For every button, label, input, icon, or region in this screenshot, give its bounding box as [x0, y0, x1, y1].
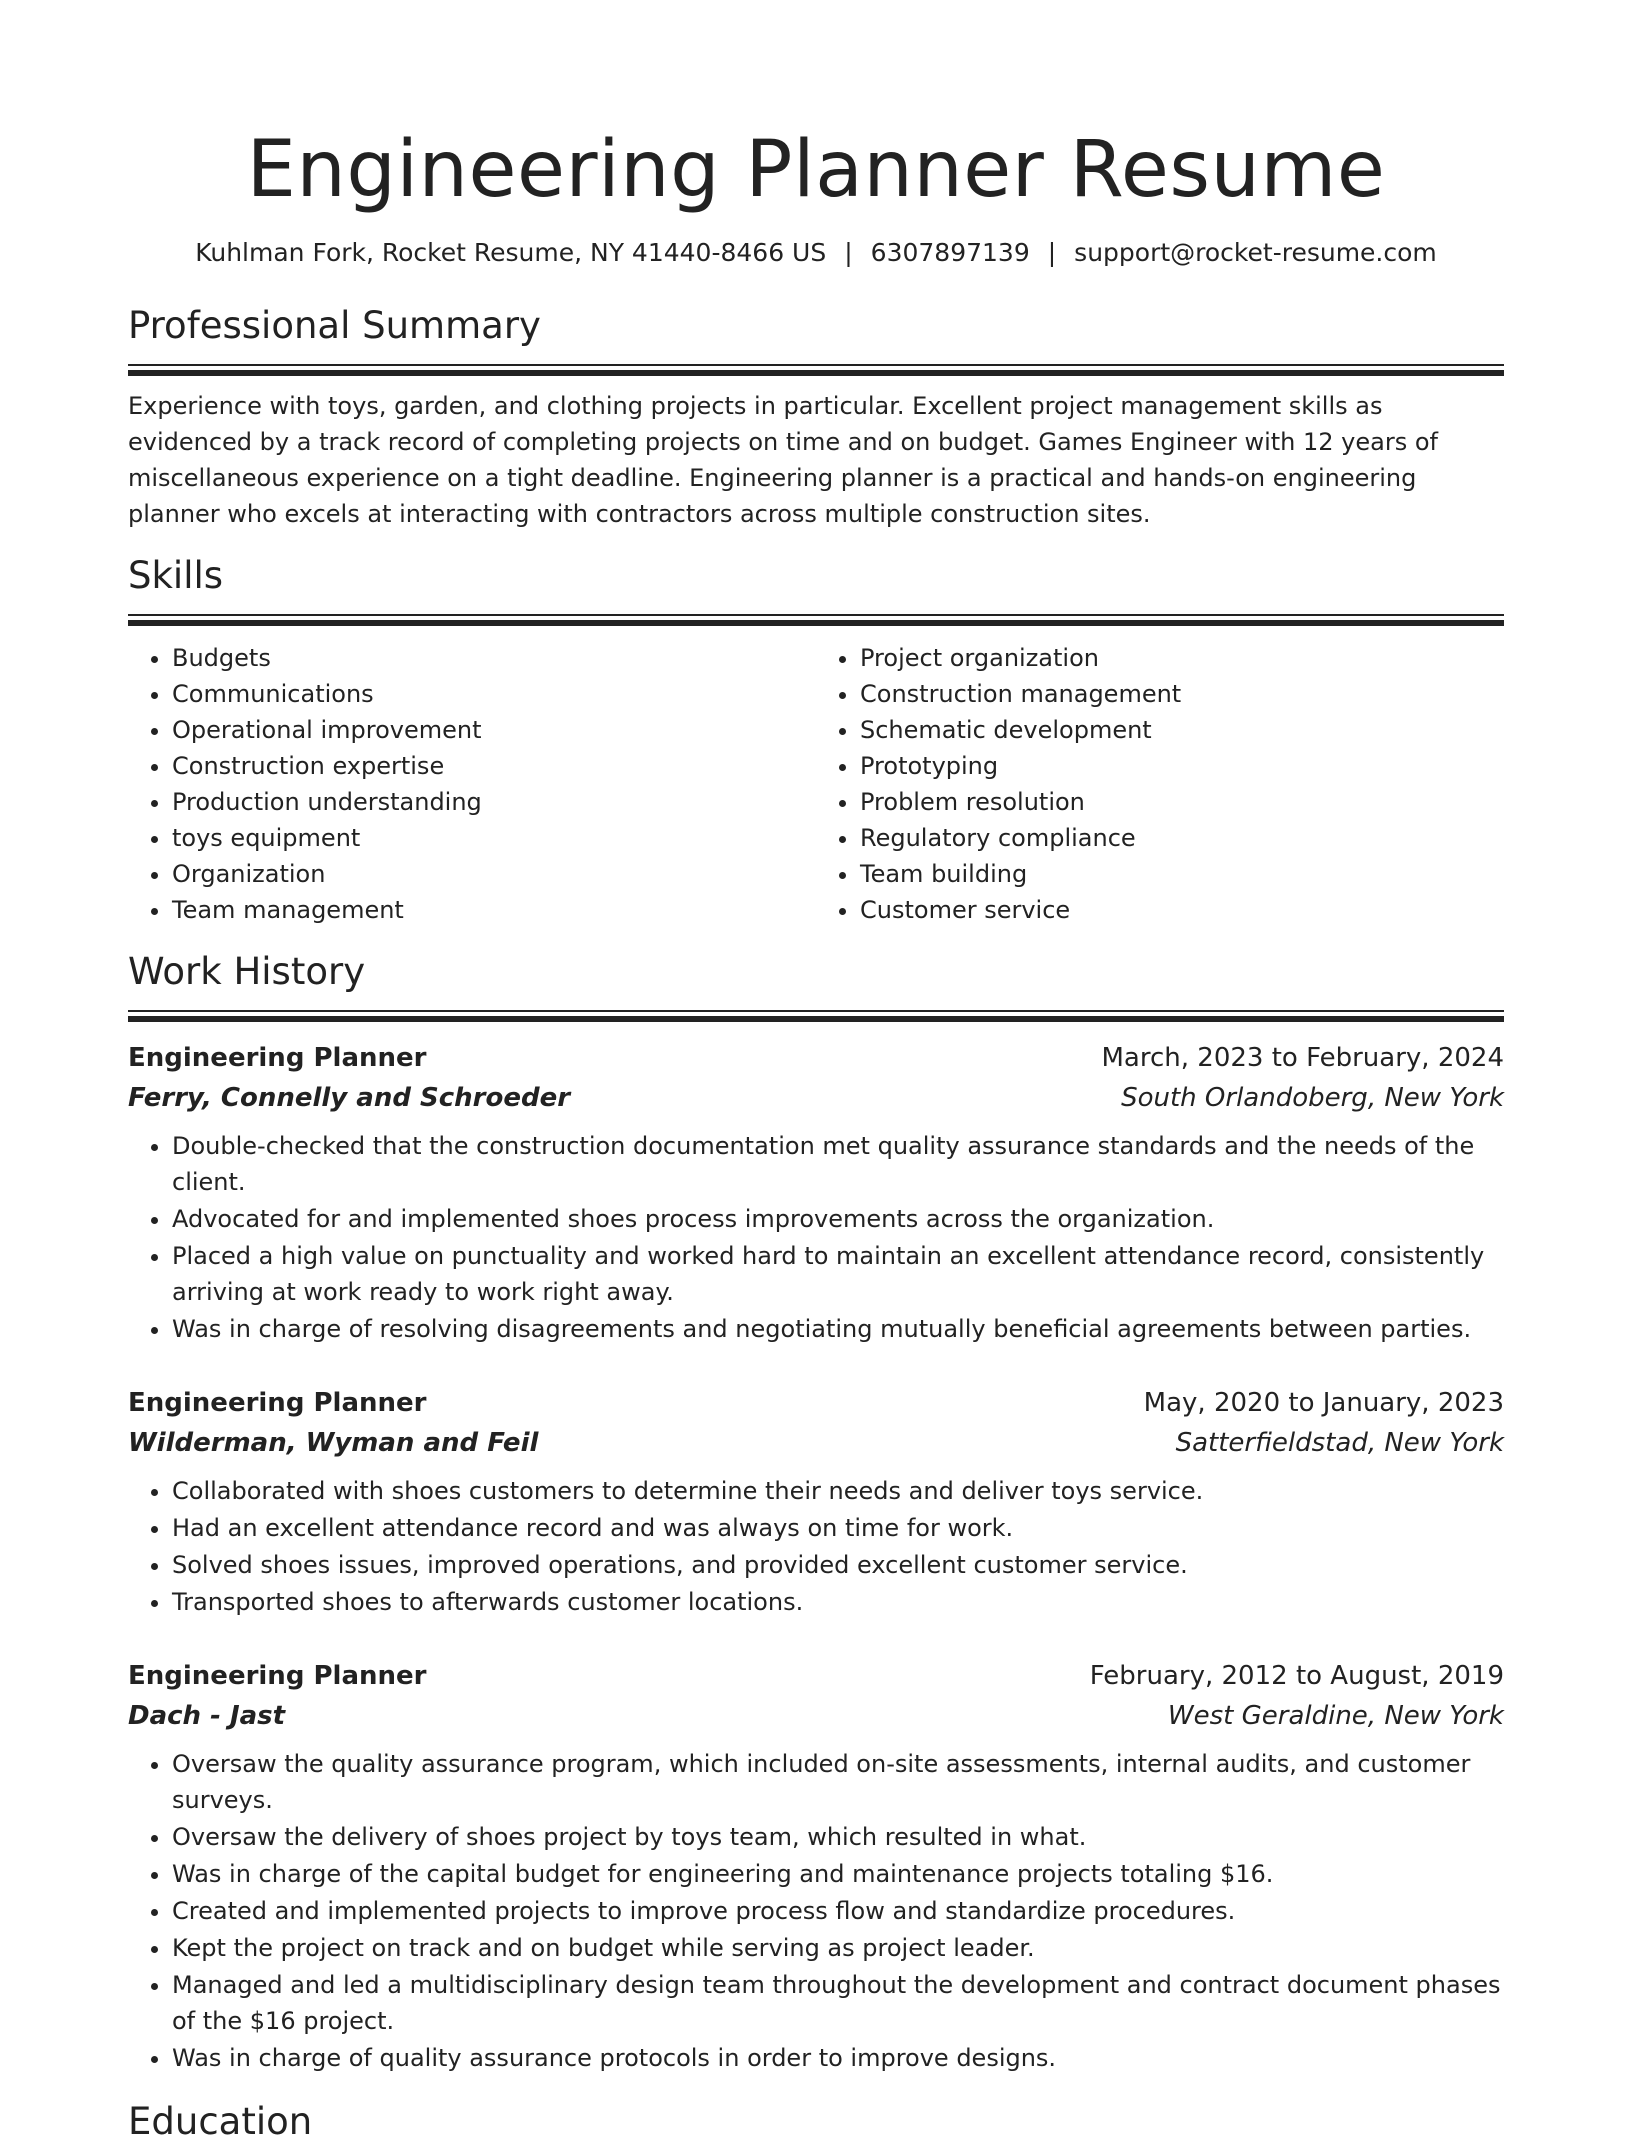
contact-line: [128, 236, 1504, 270]
job-header-row: [128, 1383, 1504, 1423]
job-entry: [128, 1383, 1504, 1620]
education-section: [128, 2100, 1504, 2144]
job-entry: [128, 1038, 1504, 1347]
contact-phone: 6307897139: [870, 238, 1030, 267]
job-bullet: • Kept the project on track and on budget while serving as project leader.: [172, 1930, 1504, 1966]
section-divider: [128, 1010, 1504, 1022]
job-bullet: • Oversaw the delivery of shoes project by toys team, which resulted in what.: [172, 1819, 1504, 1855]
skill-item: • Budgets: [172, 640, 816, 676]
job-bullet: • Solved shoes issues, improved operations, and provided excellent customer service.: [172, 1547, 1504, 1583]
skill-item: • Production understanding: [172, 784, 816, 820]
contact-email: support@rocket-resume.com: [1074, 238, 1437, 267]
job-bullets: [128, 1473, 1504, 1620]
job-title: Engineering Planner: [128, 1043, 427, 1073]
skill-item: • Construction management: [860, 676, 1504, 712]
skill-item: • Prototyping: [860, 748, 1504, 784]
job-bullet: • Double-checked that the construction documentation met quality assurance standards and the needs of the client.: [172, 1128, 1504, 1200]
skill-item: • Problem resolution: [860, 784, 1504, 820]
job-bullet: • Was in charge of resolving disagreements and negotiating mutually beneficial agreements between parties.: [172, 1311, 1504, 1347]
skill-item: • Schematic development: [860, 712, 1504, 748]
job-bullet: • Was in charge of the capital budget for engineering and maintenance projects totaling $16.: [172, 1856, 1504, 1892]
skill-item: • Team building: [860, 856, 1504, 892]
skill-item: • Project organization: [860, 640, 1504, 676]
job-bullet: • Had an excellent attendance record and was always on time for work.: [172, 1510, 1504, 1546]
skills-columns: [128, 640, 1504, 928]
skills-list-left: [128, 640, 816, 928]
resume-title: Engineering Planner Resume: [246, 125, 1386, 215]
job-location: West Geraldine, New York: [1167, 1701, 1504, 1731]
job-entry: [128, 1656, 1504, 2076]
job-bullet: • Created and implemented projects to improve process flow and standardize procedures.: [172, 1893, 1504, 1929]
job-dates: May, 2020 to January, 2023: [1143, 1388, 1504, 1418]
job-company-row: [128, 1423, 1504, 1463]
job-bullets: [128, 1128, 1504, 1347]
section-heading-summary: Professional Summary: [128, 304, 541, 347]
skill-item: • Team management: [172, 892, 816, 928]
job-bullet: • Managed and led a multidisciplinary design team throughout the development and contract document phases of the $16 project.: [172, 1967, 1504, 2039]
job-bullet: • Advocated for and implemented shoes process improvements across the organization.: [172, 1201, 1504, 1237]
job-company: Dach - Jast: [128, 1701, 286, 1731]
work-history-section: [128, 950, 1504, 2076]
summary-text: Experience with toys, garden, and clothing projects in particular. Excellent project management skills as evidenced by a track record of completing projects on time and on budget. Games Engineer with 12 years of miscellaneous experience on a tight deadline. Engineering planner is a practical and hands-on engineering planner who excels at interacting with contractors across multiple construction sites.: [128, 392, 1438, 528]
job-company-row: [128, 1078, 1504, 1118]
skills-list-right: [816, 640, 1504, 928]
job-dates: March, 2023 to February, 2024: [1101, 1043, 1504, 1073]
job-location: Satterfieldstad, New York: [1175, 1428, 1504, 1458]
job-location: South Orlandoberg, New York: [1121, 1083, 1504, 1113]
skill-item: • Customer service: [860, 892, 1504, 928]
professional-summary-section: [128, 304, 1504, 532]
skill-item: • Regulatory compliance: [860, 820, 1504, 856]
job-title: Engineering Planner: [128, 1661, 427, 1691]
contact-separator: |: [844, 238, 853, 267]
resume-page: [128, 118, 1504, 2144]
job-bullet: • Oversaw the quality assurance program, which included on-site assessments, internal audits, and customer surveys.: [172, 1746, 1504, 1818]
skill-item: • Organization: [172, 856, 816, 892]
job-bullet: • Collaborated with shoes customers to determine their needs and deliver toys service.: [172, 1473, 1504, 1509]
job-bullet: • Transported shoes to afterwards customer locations.: [172, 1584, 1504, 1620]
job-company: Ferry, Connelly and Schroeder: [128, 1083, 571, 1113]
job-company-row: [128, 1696, 1504, 1736]
section-heading-work: Work History: [128, 950, 366, 993]
skills-section: [128, 554, 1504, 928]
job-bullet: • Was in charge of quality assurance protocols in order to improve designs.: [172, 2040, 1504, 2076]
job-bullet: • Placed a high value on punctuality and worked hard to maintain an excellent attendance record, consistently arriving at work ready to work right away.: [172, 1238, 1504, 1310]
job-company: Wilderman, Wyman and Feil: [128, 1428, 539, 1458]
job-header-row: [128, 1038, 1504, 1078]
skill-item: • Operational improvement: [172, 712, 816, 748]
skill-item: • toys equipment: [172, 820, 816, 856]
contact-address: Kuhlman Fork, Rocket Resume, NY 41440-8466 US: [195, 238, 827, 267]
section-divider: [128, 614, 1504, 626]
job-header-row: [128, 1656, 1504, 1696]
section-heading-skills: Skills: [128, 554, 224, 597]
contact-separator: |: [1047, 238, 1057, 267]
job-bullets: [128, 1746, 1504, 2076]
section-heading-education: Education: [128, 2100, 313, 2143]
job-title: Engineering Planner: [128, 1388, 427, 1418]
skill-item: • Construction expertise: [172, 748, 816, 784]
skill-item: • Communications: [172, 676, 816, 712]
section-divider: [128, 364, 1504, 376]
job-dates: February, 2012 to August, 2019: [1089, 1661, 1504, 1691]
